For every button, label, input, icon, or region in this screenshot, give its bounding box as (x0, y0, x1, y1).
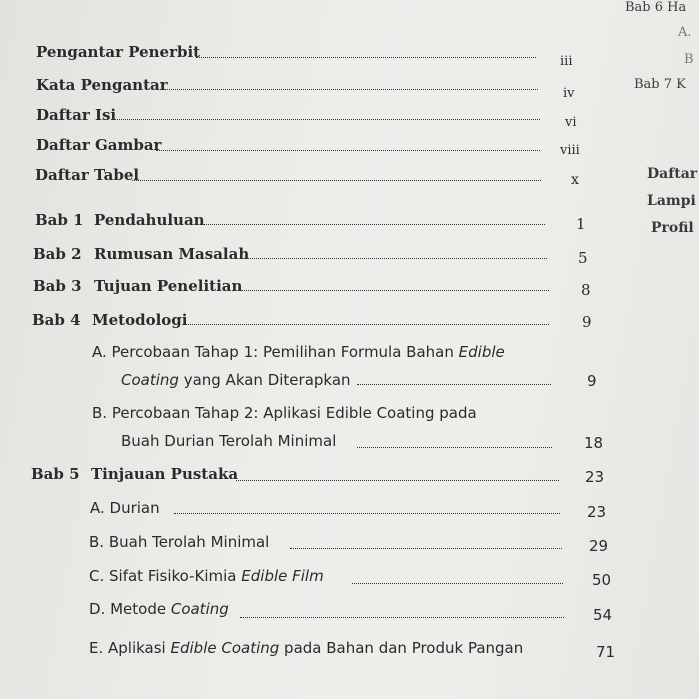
toc-page-number: 71 (596, 643, 616, 661)
toc-page-number: 5 (578, 249, 588, 267)
leader-dots (160, 89, 538, 90)
toc-page-number: vi (565, 115, 577, 130)
right-lampi: Lampi (647, 193, 696, 209)
subsection-italic: Edible Coating (170, 639, 280, 657)
subsection-text: yang Akan Diterapkan (178, 371, 351, 389)
leader-dots (357, 447, 552, 448)
right-profil: Profil (651, 220, 694, 236)
toc-page-number: 8 (581, 281, 591, 299)
toc-page-number: 18 (584, 434, 604, 452)
leader-dots (244, 258, 547, 259)
toc-entry-daftar-isi: Daftar Isi (36, 106, 117, 124)
subsection-buah-terolah: B. Buah Terolah Minimal (89, 533, 270, 551)
subsection-a-line2 (121, 371, 351, 389)
subsection-durian: A. Durian (90, 499, 160, 517)
chapter-title-rumusan-masalah: Rumusan Masalah (94, 245, 250, 263)
toc-page-number: 54 (593, 606, 613, 624)
chapter-title-metodologi: Metodologi (92, 311, 188, 329)
subsection-a-line1 (92, 343, 505, 361)
subsection-aplikasi-edible-coating (89, 639, 523, 657)
subsection-sifat-fisiko-kimia (89, 567, 324, 585)
subsection-text: D. Metode (89, 600, 171, 618)
toc-page-number: 50 (592, 571, 612, 589)
toc-entry-daftar-tabel: Daftar Tabel (35, 166, 140, 184)
chapter-number: Bab 3 (33, 277, 82, 295)
leader-dots (156, 150, 540, 151)
leader-dots (290, 548, 562, 549)
leader-dots (200, 224, 545, 225)
leader-dots (186, 324, 549, 325)
chapter-title-tinjauan-pustaka: Tinjauan Pustaka (91, 465, 239, 483)
leader-dots (174, 513, 560, 514)
leader-dots (357, 384, 551, 385)
toc-entry-pengantar-penerbit: Pengantar Penerbit (36, 43, 201, 61)
right-item-b: B (684, 52, 694, 67)
toc-page-number: 1 (576, 215, 586, 233)
chapter-number: Bab 2 (33, 245, 82, 263)
subsection-text: E. Aplikasi (89, 639, 171, 657)
subsection-italic: Edible Film (241, 567, 324, 585)
subsection-italic: Edible (458, 343, 505, 361)
toc-page-number: iv (563, 86, 575, 101)
leader-dots (236, 480, 559, 481)
subsection-italic: Coating (170, 600, 229, 618)
chapter-title-pendahuluan: Pendahuluan (94, 211, 205, 229)
subsection-text: C. Sifat Fisiko-Kimia (89, 567, 242, 585)
leader-dots (112, 119, 540, 120)
leader-dots (240, 617, 564, 618)
right-header: Bab 6 Ha (625, 0, 687, 15)
right-bab7: Bab 7 K (634, 77, 686, 92)
leader-dots (238, 290, 549, 291)
right-item-a: A. (678, 25, 692, 40)
toc-entry-kata-pengantar: Kata Pengantar (36, 76, 168, 94)
toc-page-number: x (571, 172, 579, 188)
subsection-text: pada Bahan dan Produk Pangan (279, 639, 524, 657)
toc-page-number: 23 (587, 503, 607, 521)
toc-page-number: 29 (589, 537, 609, 555)
subsection-italic: Coating (121, 371, 179, 389)
toc-page-number: iii (560, 54, 573, 69)
toc-page-number: 9 (587, 372, 597, 390)
chapter-number: Bab 5 (31, 465, 80, 483)
subsection-b-line1: B. Percobaan Tahap 2: Aplikasi Edible Coating pada (92, 404, 477, 422)
subsection-b-line2: Buah Durian Terolah Minimal (121, 432, 337, 450)
toc-page-number: 23 (585, 468, 605, 486)
chapter-title-tujuan-penelitian: Tujuan Penelitian (94, 277, 243, 295)
leader-dots (352, 583, 563, 584)
subsection-metode-coating (89, 600, 229, 618)
toc-page-number: 9 (582, 313, 592, 331)
leader-dots (132, 180, 541, 181)
right-daftar: Daftar (647, 166, 698, 182)
leader-dots (196, 57, 536, 58)
toc-entry-daftar-gambar: Daftar Gambar (36, 136, 162, 154)
chapter-number: Bab 1 (35, 211, 84, 229)
subsection-text: A. Percobaan Tahap 1: Pemilihan Formula Bahan (92, 343, 459, 361)
toc-page-number: viii (560, 143, 580, 158)
chapter-number: Bab 4 (32, 311, 81, 329)
